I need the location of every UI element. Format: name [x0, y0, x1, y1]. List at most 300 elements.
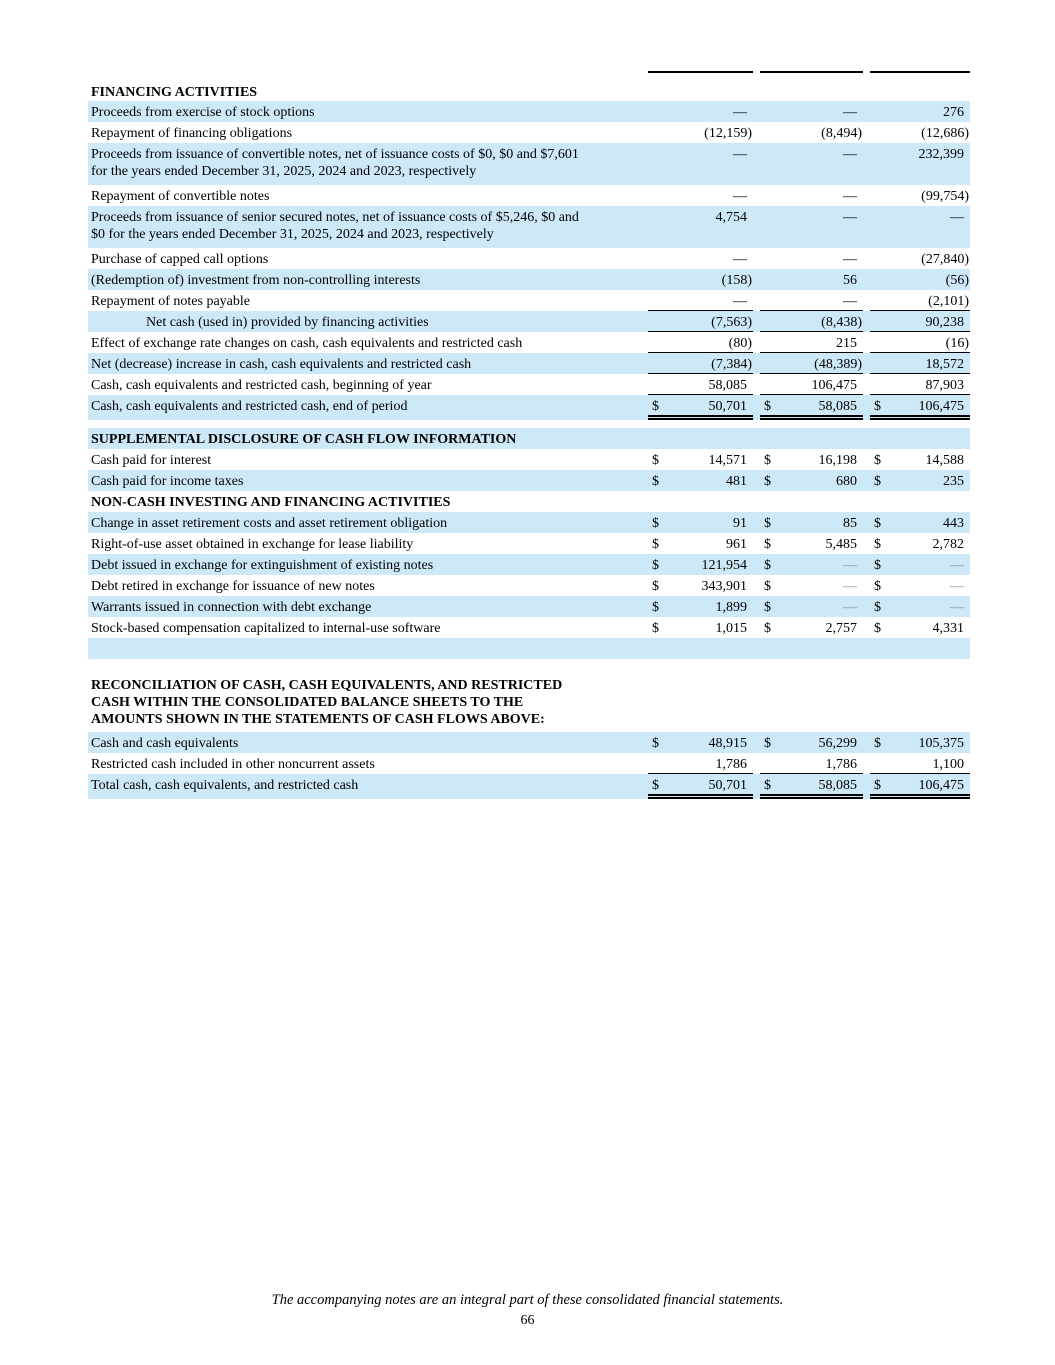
row-label: [88, 64, 648, 73]
value-cell: [870, 311, 970, 332]
value-cell: [870, 596, 970, 617]
cell-value: [764, 677, 863, 732]
row-label: [88, 638, 648, 659]
row-label: Proceeds from exercise of stock options: [91, 105, 315, 120]
column-gap: [753, 185, 760, 206]
cell-value: —: [733, 294, 747, 309]
value-cell: [760, 596, 863, 617]
value-cell: [648, 638, 753, 659]
value-cell: [870, 470, 970, 491]
dollar-sign: $: [764, 537, 771, 552]
column-gap: [863, 332, 870, 353]
dollar-sign: $: [874, 558, 881, 573]
row-label: Cash, cash equivalents and restricted cash, beginning of year: [91, 378, 432, 393]
cell-value: —: [733, 252, 747, 267]
column-gap: [753, 269, 760, 290]
cell-value: 106,475: [811, 378, 857, 393]
column-gap: [863, 64, 870, 73]
row-label: Warrants issued in connection with debt exchange: [91, 600, 372, 615]
dollar-sign: $: [652, 516, 659, 531]
cell-value: (27,840): [921, 252, 969, 267]
value-cell: [648, 185, 753, 206]
value-cell: [760, 617, 863, 638]
table-row: [88, 269, 970, 290]
value-cell: [870, 753, 970, 774]
cell-value: —: [950, 558, 964, 573]
column-gap: [753, 353, 760, 374]
dollar-sign: $: [874, 537, 881, 552]
cell-value: (12,159): [704, 126, 752, 141]
table-row: [88, 596, 970, 617]
value-cell: [870, 575, 970, 596]
dollar-sign: $: [874, 474, 881, 489]
value-cell: [760, 101, 863, 122]
cell-value: [652, 677, 753, 732]
value-cell: [760, 374, 863, 395]
row-label: SUPPLEMENTAL DISCLOSURE OF CASH FLOW INFORMATION: [91, 432, 517, 447]
value-cell: [760, 491, 863, 512]
column-rule: [760, 64, 863, 73]
cell-value: (7,563): [711, 315, 752, 330]
row-label: Proceeds from issuance of senior secured notes, net of issuance costs of $5,246, $0 and $0 for the years ended December 31, 2025, 2024 and 2023, respectively: [91, 210, 579, 242]
financial-table: [88, 64, 970, 799]
value-cell: [760, 81, 863, 101]
value-cell: [760, 470, 863, 491]
value-cell: [648, 81, 753, 101]
dollar-sign: $: [764, 736, 771, 751]
value-cell: [648, 420, 753, 428]
cell-value: 5,485: [825, 537, 857, 552]
cell-value: [652, 494, 753, 512]
cell-value: 58,085: [818, 399, 857, 414]
cell-value: (16): [945, 336, 969, 351]
cell-value: 105,375: [918, 736, 964, 751]
row-label: Purchase of capped call options: [91, 252, 269, 267]
cell-value: 14,588: [925, 453, 964, 468]
cell-value: 680: [836, 474, 857, 489]
row-label: Repayment of financing obligations: [91, 126, 293, 141]
row-label: Restricted cash included in other noncurrent assets: [91, 757, 375, 772]
dollar-sign: $: [874, 778, 881, 793]
dollar-sign: $: [874, 621, 881, 636]
cell-value: [652, 662, 753, 670]
cell-value: 56: [843, 273, 857, 288]
spacer-row: [88, 420, 970, 428]
cell-value: —: [733, 147, 747, 162]
cell-value: 58,085: [708, 378, 747, 393]
dollar-sign: $: [764, 579, 771, 594]
column-gap: [863, 554, 870, 575]
dollar-sign: $: [652, 453, 659, 468]
value-cell: [760, 554, 863, 575]
value-cell: [648, 449, 753, 470]
cell-value: (158): [721, 273, 752, 288]
column-gap: [753, 596, 760, 617]
column-gap: [863, 395, 870, 420]
value-cell: [870, 449, 970, 470]
cell-value: (7,384): [711, 357, 752, 372]
column-gap: [863, 533, 870, 554]
column-gap: [863, 248, 870, 269]
cell-value: —: [843, 147, 857, 162]
column-gap: [863, 491, 870, 512]
dollar-sign: $: [652, 399, 659, 414]
cell-value: —: [733, 105, 747, 120]
value-cell: [870, 395, 970, 420]
row-label: Proceeds from issuance of convertible notes, net of issuance costs of $0, $0 and $7,601 for the years ended December 31, 2025, 2024 and 2023, respectively: [91, 147, 579, 179]
cell-value: 2,782: [932, 537, 964, 552]
column-gap: [863, 311, 870, 332]
table-row: [88, 143, 970, 185]
value-cell: [870, 674, 970, 732]
value-cell: [760, 122, 863, 143]
value-cell: [870, 290, 970, 311]
column-gap: [753, 491, 760, 512]
dollar-sign: $: [874, 600, 881, 615]
dollar-sign: $: [764, 516, 771, 531]
dollar-sign: $: [764, 778, 771, 793]
value-cell: [760, 269, 863, 290]
table-row: [88, 101, 970, 122]
row-label: Net (decrease) increase in cash, cash equivalents and restricted cash: [91, 357, 472, 372]
value-cell: [648, 122, 753, 143]
column-gap: [753, 470, 760, 491]
cell-value: —: [843, 294, 857, 309]
column-gap: [863, 374, 870, 395]
value-cell: [648, 248, 753, 269]
value-cell: [760, 449, 863, 470]
value-cell: [870, 374, 970, 395]
cell-value: [764, 641, 863, 659]
row-label: [88, 659, 648, 670]
dollar-sign: $: [874, 399, 881, 414]
table-row: [88, 470, 970, 491]
cell-value: 1,786: [825, 757, 857, 772]
value-cell: [760, 420, 863, 428]
column-gap: [863, 753, 870, 774]
column-gap: [753, 674, 760, 732]
column-gap: [863, 674, 870, 732]
cell-value: 343,901: [701, 579, 747, 594]
row-label: Effect of exchange rate changes on cash, cash equivalents and restricted cash: [91, 336, 523, 351]
value-cell: [648, 332, 753, 353]
column-gap: [753, 533, 760, 554]
value-cell: [760, 248, 863, 269]
dollar-sign: $: [652, 621, 659, 636]
value-cell: [648, 674, 753, 732]
value-cell: [870, 732, 970, 753]
dollar-sign: $: [652, 778, 659, 793]
value-cell: [760, 185, 863, 206]
column-gap: [863, 774, 870, 799]
dollar-sign: $: [764, 600, 771, 615]
column-gap: [753, 248, 760, 269]
cell-value: (8,494): [821, 126, 862, 141]
value-cell: [760, 732, 863, 753]
cell-value: [874, 677, 970, 732]
dollar-sign: $: [764, 453, 771, 468]
column-gap: [753, 206, 760, 248]
column-gap: [753, 449, 760, 470]
row-label: Repayment of notes payable: [91, 294, 251, 309]
value-cell: [760, 290, 863, 311]
table-row: [88, 185, 970, 206]
dollar-sign: $: [764, 558, 771, 573]
dollar-sign: $: [874, 453, 881, 468]
value-cell: [870, 420, 970, 428]
cell-value: 443: [943, 516, 964, 531]
row-label: Stock-based compensation capitalized to internal-use software: [91, 621, 441, 636]
value-cell: [648, 353, 753, 374]
column-gap: [863, 659, 870, 670]
value-cell: [870, 659, 970, 670]
column-gap: [753, 420, 760, 428]
cell-value: 106,475: [918, 778, 964, 793]
table-row: [88, 206, 970, 248]
cell-value: [652, 84, 753, 101]
dollar-sign: $: [652, 558, 659, 573]
column-gap: [753, 374, 760, 395]
value-cell: [648, 659, 753, 670]
cell-value: (56): [945, 273, 969, 288]
value-cell: [648, 143, 753, 185]
row-label: Net cash (used in) provided by financing activities: [146, 315, 429, 330]
column-gap: [753, 617, 760, 638]
cell-value: —: [950, 210, 964, 225]
column-gap: [863, 420, 870, 428]
value-cell: [648, 374, 753, 395]
cell-value: 481: [726, 474, 747, 489]
column-gap: [863, 143, 870, 185]
column-gap: [753, 143, 760, 185]
column-gap: [863, 290, 870, 311]
value-cell: [648, 753, 753, 774]
cell-value: 276: [943, 105, 964, 120]
cell-value: 48,915: [708, 736, 747, 751]
table-row: [88, 617, 970, 638]
cell-value: 232,399: [918, 147, 964, 162]
row-label: Repayment of convertible notes: [91, 189, 270, 204]
value-cell: [760, 428, 863, 449]
cell-value: 58,085: [818, 778, 857, 793]
cell-value: 106,475: [918, 399, 964, 414]
value-cell: [760, 206, 863, 248]
column-gap: [863, 185, 870, 206]
cell-value: [764, 67, 863, 71]
table-row: [88, 732, 970, 753]
cell-value: (12,686): [921, 126, 969, 141]
cell-value: [652, 641, 753, 659]
column-gap: [753, 64, 760, 73]
value-cell: [648, 554, 753, 575]
value-cell: [760, 395, 863, 420]
value-cell: [760, 143, 863, 185]
column-gap: [863, 470, 870, 491]
cell-value: 121,954: [701, 558, 747, 573]
value-cell: [870, 353, 970, 374]
cell-value: [874, 84, 970, 101]
dollar-sign: $: [874, 736, 881, 751]
cell-value: 235: [943, 474, 964, 489]
cell-value: 90,238: [925, 315, 964, 330]
value-cell: [870, 638, 970, 659]
value-cell: [870, 428, 970, 449]
cell-value: —: [843, 210, 857, 225]
table-row: [88, 774, 970, 799]
value-cell: [760, 753, 863, 774]
value-cell: [870, 269, 970, 290]
value-cell: [648, 311, 753, 332]
cell-value: 14,571: [708, 453, 747, 468]
table-row: [88, 449, 970, 470]
row-label: Debt issued in exchange for extinguishment of existing notes: [91, 558, 434, 573]
value-cell: [648, 596, 753, 617]
column-gap: [753, 512, 760, 533]
value-cell: [648, 395, 753, 420]
value-cell: [648, 512, 753, 533]
value-cell: [648, 774, 753, 799]
column-gap: [753, 395, 760, 420]
column-rule: [870, 64, 970, 73]
value-cell: [648, 206, 753, 248]
value-cell: [648, 732, 753, 753]
row-label: Change in asset retirement costs and asset retirement obligation: [91, 516, 448, 531]
value-cell: [760, 575, 863, 596]
row-label: Cash paid for income taxes: [91, 474, 244, 489]
dollar-sign: $: [652, 736, 659, 751]
cell-value: (99,754): [921, 189, 969, 204]
dollar-sign: $: [652, 537, 659, 552]
value-cell: [870, 185, 970, 206]
column-gap: [863, 617, 870, 638]
cell-value: 4,754: [715, 210, 747, 225]
row-label: Right-of-use asset obtained in exchange for lease liability: [91, 537, 414, 552]
dollar-sign: $: [874, 579, 881, 594]
cell-value: 1,786: [715, 757, 747, 772]
table-row: [88, 575, 970, 596]
column-gap: [753, 81, 760, 101]
row-label: Total cash, cash equivalents, and restricted cash: [91, 778, 359, 793]
cell-value: 4,331: [932, 621, 964, 636]
table-row: [88, 332, 970, 353]
column-header-rules: [88, 64, 970, 73]
table-row: [88, 311, 970, 332]
cell-value: 1,899: [715, 600, 747, 615]
table-row: [88, 290, 970, 311]
blank-row: [88, 638, 970, 659]
cell-value: [874, 494, 970, 512]
table-row: [88, 122, 970, 143]
column-gap: [863, 122, 870, 143]
cell-value: —: [950, 600, 964, 615]
value-cell: [760, 659, 863, 670]
column-gap: [753, 638, 760, 659]
cell-value: 85: [843, 516, 857, 531]
column-gap: [753, 290, 760, 311]
cell-value: 1,100: [932, 757, 964, 772]
column-gap: [863, 206, 870, 248]
column-gap: [863, 575, 870, 596]
cell-value: 56,299: [818, 736, 857, 751]
column-gap: [863, 353, 870, 374]
cell-value: —: [843, 600, 857, 615]
value-cell: [760, 638, 863, 659]
value-cell: [870, 122, 970, 143]
value-cell: [648, 617, 753, 638]
cell-value: [652, 67, 753, 71]
value-cell: [760, 533, 863, 554]
dollar-sign: $: [652, 474, 659, 489]
column-gap: [753, 554, 760, 575]
supplemental-heading: [88, 428, 970, 449]
table-row: [88, 753, 970, 774]
value-cell: [870, 554, 970, 575]
value-cell: [648, 101, 753, 122]
cell-value: [764, 431, 863, 449]
value-cell: [760, 774, 863, 799]
table-row: [88, 248, 970, 269]
cell-value: —: [843, 105, 857, 120]
row-label: NON-CASH INVESTING AND FINANCING ACTIVITIES: [91, 495, 451, 510]
dollar-sign: $: [764, 621, 771, 636]
cell-value: [874, 431, 970, 449]
row-label: Cash paid for interest: [91, 453, 212, 468]
dollar-sign: $: [764, 399, 771, 414]
value-cell: [648, 269, 753, 290]
page-number: 66: [520, 1313, 535, 1328]
cell-value: 50,701: [708, 778, 747, 793]
reconciliation-heading: [88, 670, 970, 732]
cell-value: 50,701: [708, 399, 747, 414]
cell-value: (48,389): [814, 357, 862, 372]
column-gap: [863, 596, 870, 617]
cell-value: 215: [836, 336, 857, 351]
column-gap: [863, 428, 870, 449]
table-row: [88, 395, 970, 420]
table-row: [88, 554, 970, 575]
cell-value: 91: [733, 516, 747, 531]
column-gap: [753, 732, 760, 753]
value-cell: [870, 512, 970, 533]
footnote: The accompanying notes are an integral part of these consolidated financial statements.: [271, 1292, 784, 1308]
cell-value: [874, 662, 970, 670]
row-label: Cash, cash equivalents and restricted cash, end of period: [91, 399, 408, 414]
row-label: [88, 420, 648, 428]
cell-value: [764, 494, 863, 512]
value-cell: [760, 353, 863, 374]
column-gap: [753, 101, 760, 122]
cell-value: (80): [728, 336, 752, 351]
cell-value: —: [843, 189, 857, 204]
value-cell: [870, 332, 970, 353]
column-gap: [863, 269, 870, 290]
cell-value: [764, 84, 863, 101]
value-cell: [870, 491, 970, 512]
row-label: (Redemption of) investment from non-controlling interests: [91, 273, 421, 288]
column-rule: [648, 64, 753, 73]
table-row: [88, 512, 970, 533]
cell-value: 87,903: [925, 378, 964, 393]
value-cell: [870, 774, 970, 799]
spacer-row: [88, 659, 970, 670]
cell-value: —: [843, 252, 857, 267]
cell-value: —: [950, 579, 964, 594]
cell-value: 16,198: [818, 453, 857, 468]
dollar-sign: $: [652, 579, 659, 594]
column-gap: [753, 659, 760, 670]
noncash-heading: [88, 491, 970, 512]
value-cell: [760, 512, 863, 533]
